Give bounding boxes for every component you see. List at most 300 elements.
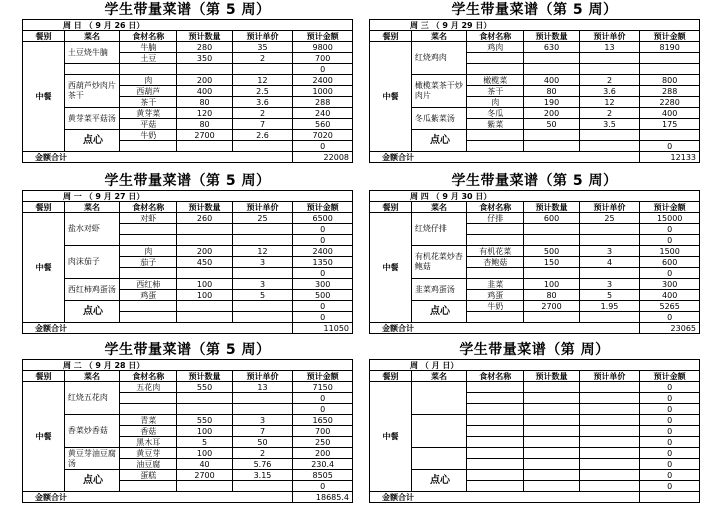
estimated-quantity [524,481,579,492]
column-header: 预计单价 [232,202,293,213]
dish-name: 橄榄菜茶干炒肉片 [411,75,466,108]
estimated-amount: 5265 [640,301,700,312]
estimated-unit-price: 12 [579,97,640,108]
total-label: 金额合计 [370,152,640,163]
estimated-unit-price: 5 [579,290,640,301]
estimated-quantity: 450 [177,257,232,268]
estimated-amount: 250 [293,437,353,448]
date-line: 周 （ 月 日） [370,360,700,371]
estimated-amount: 8190 [640,42,700,53]
column-header: 餐别 [23,202,65,213]
estimated-quantity [524,235,579,246]
ingredient-name [467,415,524,426]
ingredient-name [467,64,524,75]
ingredient-name [467,481,524,492]
estimated-quantity [177,404,232,415]
estimated-quantity [524,382,579,393]
panel-title: 学生带量菜谱（第 5 周） [451,173,618,189]
estimated-quantity: 260 [177,213,232,224]
estimated-unit-price: 7 [232,119,293,130]
menu-panel-monday [22,173,353,334]
estimated-amount: 200 [293,448,353,459]
column-header: 食材名称 [120,202,177,213]
date-line: 周 二 （ 9 月 28 日） [23,360,353,371]
meal-type: 中餐 [23,382,65,492]
estimated-unit-price [232,404,293,415]
table-row [23,415,353,426]
estimated-amount: 0 [640,268,700,279]
menu-table [369,190,700,334]
column-header: 预计数量 [524,202,579,213]
estimated-quantity: 280 [177,42,232,53]
ingredient-name: 对虾 [120,213,177,224]
table-row [370,448,700,459]
estimated-amount: 288 [293,97,353,108]
estimated-amount: 2280 [640,97,700,108]
estimated-quantity [524,404,579,415]
dish-name: 冬瓜紫菜汤 [411,108,466,130]
column-header: 预计单价 [579,371,640,382]
estimated-unit-price: 3.5 [579,119,640,130]
column-header: 菜名 [411,202,466,213]
estimated-quantity [177,235,232,246]
total-amount [640,492,700,503]
meal-type: 中餐 [370,42,412,152]
estimated-unit-price: 1.95 [579,301,640,312]
ingredient-name: 牛奶 [120,130,177,141]
estimated-quantity: 150 [524,257,579,268]
date-line: 周 四 （ 9 月 30 日） [370,191,700,202]
estimated-amount: 0 [640,235,700,246]
estimated-amount: 1000 [293,86,353,97]
ingredient-name: 冬瓜 [467,108,524,119]
column-header: 餐别 [370,202,412,213]
estimated-unit-price [579,64,640,75]
table-row [23,382,353,393]
estimated-quantity: 400 [524,75,579,86]
estimated-unit-price [579,141,640,152]
estimated-unit-price [579,448,640,459]
total-label: 金额合计 [23,152,293,163]
estimated-quantity: 550 [177,382,232,393]
estimated-amount: 0 [293,481,353,492]
estimated-unit-price [579,268,640,279]
table-row [23,448,353,459]
ingredient-name: 仔排 [467,213,524,224]
estimated-quantity [524,53,579,64]
estimated-amount: 0 [293,404,353,415]
panel-title: 学生带量菜谱（第 5 周） [104,342,271,358]
estimated-amount: 7150 [293,382,353,393]
table-row [370,42,700,53]
estimated-amount: 0 [640,481,700,492]
estimated-unit-price: 5 [232,290,293,301]
estimated-quantity: 5 [177,437,232,448]
column-header: 预计金额 [640,202,700,213]
ingredient-name [467,404,524,415]
estimated-unit-price [232,481,293,492]
estimated-unit-price: 3 [232,279,293,290]
ingredient-name [467,470,524,481]
menu-table [22,190,353,334]
estimated-unit-price: 4 [579,257,640,268]
ingredient-name: 油豆腐 [120,459,177,470]
estimated-amount: 0 [640,415,700,426]
ingredient-name: 茶干 [467,86,524,97]
estimated-quantity: 100 [177,426,232,437]
ingredient-name [120,481,177,492]
menu-table [369,359,700,503]
estimated-amount: 700 [293,426,353,437]
estimated-quantity: 100 [177,279,232,290]
column-header: 食材名称 [467,371,524,382]
column-header: 餐别 [23,371,65,382]
ingredient-name: 牛腩 [120,42,177,53]
dish-name: 点心 [64,470,119,492]
ingredient-name: 五花肉 [120,382,177,393]
ingredient-name: 青菜 [120,415,177,426]
ingredient-name: 肉 [120,246,177,257]
ingredient-name: 茶干 [120,97,177,108]
estimated-unit-price: 13 [579,42,640,53]
dish-name: 香菜炒香菇 [64,415,119,448]
ingredient-name: 鸡蛋 [120,290,177,301]
table-row [23,64,353,75]
dish-name: 点心 [411,301,466,323]
column-header: 预计金额 [293,371,353,382]
panel-title: 学生带量菜谱（第 5 周） [104,2,271,18]
menu-table [369,19,700,163]
meal-type: 中餐 [23,213,65,323]
estimated-unit-price: 3.6 [232,97,293,108]
column-header: 预计数量 [524,371,579,382]
estimated-amount: 8505 [293,470,353,481]
estimated-quantity: 100 [177,290,232,301]
dish-name: 有机花菜炒杏鲍菇 [411,246,466,279]
table-row [370,130,700,141]
estimated-amount [640,64,700,75]
ingredient-name [120,141,177,152]
menu-panel-sunday [22,2,353,163]
estimated-quantity: 80 [177,97,232,108]
estimated-quantity: 350 [177,53,232,64]
dish-name: 韭菜鸡蛋汤 [411,279,466,301]
ingredient-name [120,312,177,323]
column-header: 餐别 [370,371,412,382]
ingredient-name [467,393,524,404]
estimated-amount: 0 [640,312,700,323]
estimated-amount: 0 [293,141,353,152]
ingredient-name: 黄豆芽 [120,448,177,459]
estimated-unit-price: 13 [232,382,293,393]
estimated-quantity [177,301,232,312]
meal-type: 中餐 [370,213,412,323]
dish-name: 西红柿鸡蛋汤 [64,279,119,301]
table-row [370,279,700,290]
estimated-amount: 2400 [293,75,353,86]
estimated-amount: 15000 [640,213,700,224]
table-row [370,301,700,312]
ingredient-name [467,53,524,64]
estimated-quantity [177,224,232,235]
estimated-amount: 0 [293,393,353,404]
estimated-quantity: 500 [524,246,579,257]
dish-name: 点心 [411,470,466,492]
date-line: 周 三 （ 9 月 29 日） [370,20,700,31]
ingredient-name: 蛋糕 [120,470,177,481]
estimated-unit-price [232,268,293,279]
estimated-unit-price [579,53,640,64]
estimated-quantity: 2700 [177,130,232,141]
estimated-amount: 2400 [293,246,353,257]
date-line: 周 一 （ 9 月 27 日） [23,191,353,202]
estimated-unit-price: 2.6 [232,130,293,141]
dish-name: 点心 [64,130,119,152]
table-row [370,470,700,481]
ingredient-name [120,224,177,235]
date-line: 周 日 （ 9 月 26 日） [23,20,353,31]
estimated-unit-price [579,481,640,492]
estimated-amount: 0 [293,64,353,75]
estimated-amount: 6500 [293,213,353,224]
menu-panel-blank [369,342,700,503]
estimated-unit-price: 2 [232,448,293,459]
ingredient-name [467,268,524,279]
estimated-quantity: 2700 [524,301,579,312]
estimated-amount: 0 [640,426,700,437]
estimated-quantity [524,268,579,279]
estimated-amount: 560 [293,119,353,130]
dish-name [411,415,466,448]
estimated-amount: 1650 [293,415,353,426]
estimated-quantity [177,481,232,492]
estimated-quantity: 100 [177,448,232,459]
estimated-unit-price [579,312,640,323]
ingredient-name [120,64,177,75]
estimated-amount: 0 [293,235,353,246]
meal-type: 中餐 [23,42,65,152]
column-header: 菜名 [64,31,119,42]
estimated-unit-price [579,404,640,415]
estimated-unit-price: 2 [232,108,293,119]
estimated-unit-price: 12 [232,75,293,86]
estimated-unit-price: 2.5 [232,86,293,97]
estimated-quantity [524,470,579,481]
estimated-unit-price [579,224,640,235]
ingredient-name [467,141,524,152]
estimated-quantity: 80 [177,119,232,130]
estimated-quantity [524,448,579,459]
estimated-unit-price [579,393,640,404]
estimated-unit-price [232,301,293,312]
estimated-unit-price: 7 [232,426,293,437]
ingredient-name [467,235,524,246]
ingredient-name [120,268,177,279]
estimated-quantity: 120 [177,108,232,119]
table-row [23,213,353,224]
dish-name [411,448,466,470]
estimated-quantity: 200 [177,246,232,257]
estimated-unit-price: 2 [579,75,640,86]
estimated-quantity: 200 [524,108,579,119]
total-label: 金额合计 [370,323,640,334]
column-header: 食材名称 [120,371,177,382]
estimated-unit-price [232,312,293,323]
table-row [23,108,353,119]
estimated-amount: 0 [293,312,353,323]
estimated-unit-price [579,426,640,437]
estimated-unit-price [579,459,640,470]
column-header: 预计单价 [579,202,640,213]
estimated-quantity [524,224,579,235]
ingredient-name: 香菇 [120,426,177,437]
dish-name: 点心 [64,301,119,323]
ingredient-name: 肉 [467,97,524,108]
estimated-amount: 0 [640,382,700,393]
column-header: 食材名称 [120,31,177,42]
ingredient-name: 牛奶 [467,301,524,312]
estimated-quantity [524,426,579,437]
column-header: 预计单价 [232,371,293,382]
ingredient-name: 鸡肉 [467,42,524,53]
estimated-amount: 500 [293,290,353,301]
estimated-unit-price [579,235,640,246]
estimated-unit-price [579,382,640,393]
estimated-amount: 240 [293,108,353,119]
estimated-unit-price: 3.6 [579,86,640,97]
estimated-quantity [524,141,579,152]
estimated-amount: 0 [640,393,700,404]
estimated-unit-price: 3 [232,415,293,426]
total-label: 金额合计 [370,492,640,503]
dish-name [64,64,119,75]
column-header: 预计金额 [640,31,700,42]
estimated-unit-price: 3 [232,257,293,268]
dish-name: 红烧五花肉 [64,382,119,415]
ingredient-name [120,301,177,312]
dish-name: 盐水对虾 [64,213,119,246]
estimated-unit-price: 12 [232,246,293,257]
estimated-unit-price: 3 [579,279,640,290]
estimated-quantity [524,130,579,141]
ingredient-name: 黄芽菜 [120,108,177,119]
estimated-unit-price: 5.76 [232,459,293,470]
total-amount: 11050 [293,323,353,334]
estimated-quantity: 190 [524,97,579,108]
estimated-amount: 300 [293,279,353,290]
estimated-amount: 800 [640,75,700,86]
ingredient-name: 西葫芦 [120,86,177,97]
estimated-quantity: 50 [524,119,579,130]
estimated-unit-price [232,235,293,246]
ingredient-name: 鸡蛋 [467,290,524,301]
estimated-unit-price: 35 [232,42,293,53]
estimated-amount: 400 [640,290,700,301]
estimated-amount: 0 [640,448,700,459]
ingredient-name [467,437,524,448]
table-row [370,75,700,86]
column-header: 预计数量 [524,31,579,42]
table-row [23,75,353,86]
meal-type: 中餐 [370,382,412,492]
menu-panel-thursday [369,173,700,334]
estimated-amount: 0 [640,224,700,235]
ingredient-name: 肉 [120,75,177,86]
estimated-amount: 175 [640,119,700,130]
ingredient-name: 西红柿 [120,279,177,290]
ingredient-name [467,130,524,141]
table-row [370,108,700,119]
estimated-unit-price [232,64,293,75]
column-header: 预计金额 [640,371,700,382]
ingredient-name: 黑木耳 [120,437,177,448]
table-row [370,213,700,224]
estimated-amount [640,53,700,64]
estimated-unit-price: 3 [579,246,640,257]
ingredient-name: 杏鲍菇 [467,257,524,268]
column-header: 预计金额 [293,202,353,213]
table-row [23,130,353,141]
estimated-quantity [524,437,579,448]
total-label: 金额合计 [23,323,293,334]
estimated-unit-price: 3.15 [232,470,293,481]
estimated-quantity [177,312,232,323]
menu-table [22,19,353,163]
dish-name: 西葫芦炒肉片茶干 [64,75,119,108]
ingredient-name: 紫菜 [467,119,524,130]
dish-name: 红烧鸡肉 [411,42,466,75]
estimated-quantity [524,459,579,470]
table-row [370,382,700,393]
table-row [23,246,353,257]
table-row [23,470,353,481]
total-amount: 18685.4 [293,492,353,503]
estimated-quantity: 100 [524,279,579,290]
estimated-quantity: 200 [177,75,232,86]
estimated-amount: 700 [293,53,353,64]
estimated-amount: 288 [640,86,700,97]
column-header: 菜名 [64,202,119,213]
dish-name: 红烧仔排 [411,213,466,246]
dish-name: 黄芽菜平菇汤 [64,108,119,130]
estimated-quantity: 80 [524,290,579,301]
estimated-unit-price [232,141,293,152]
estimated-amount: 0 [640,141,700,152]
estimated-amount: 0 [640,437,700,448]
estimated-amount: 7020 [293,130,353,141]
menu-table [22,359,353,503]
dish-name: 黄豆芽油豆腐汤 [64,448,119,470]
estimated-unit-price: 2 [579,108,640,119]
total-amount: 12133 [640,152,700,163]
estimated-quantity [524,393,579,404]
table-row [370,415,700,426]
ingredient-name: 有机花菜 [467,246,524,257]
estimated-amount: 230.4 [293,459,353,470]
ingredient-name: 橄榄菜 [467,75,524,86]
estimated-quantity: 600 [524,213,579,224]
column-header: 预计数量 [177,371,232,382]
table-row [23,42,353,53]
ingredient-name: 平菇 [120,119,177,130]
total-label: 金额合计 [23,492,293,503]
estimated-amount: 400 [640,108,700,119]
dish-name: 点心 [411,130,466,152]
column-header: 预计金额 [293,31,353,42]
dish-name [411,382,466,415]
ingredient-name [467,448,524,459]
column-header: 预计数量 [177,31,232,42]
